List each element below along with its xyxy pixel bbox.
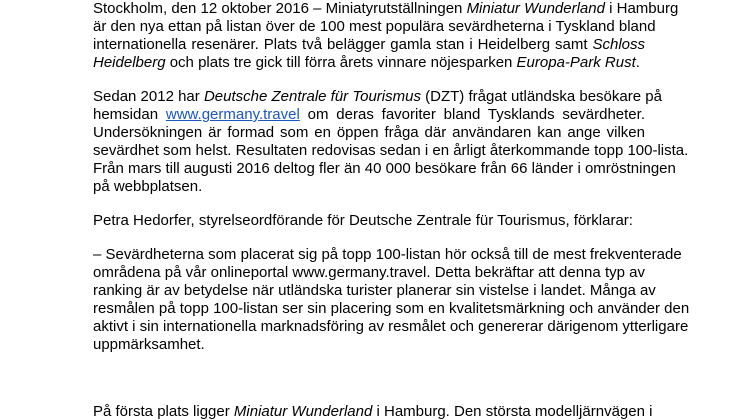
text-run: Stockholm, den 12 oktober 2016 – Miniatyrutställningen [93, 0, 467, 17]
p2-line-3: Undersökningen är formad som en öppen fråga där användaren kan ange vilken [93, 124, 645, 141]
p2-line-5: Från mars till augusti 2016 deltog fler än 40 000 besökare från 66 länder i omröstningen [93, 160, 676, 177]
p4-line-5: aktivt i sin internationella marknadsföring av resmålet och genererar därigenom ytterligare [93, 318, 689, 335]
p1-line-2: är den nya ettan på listan över de 100 mest populära sevärdheterna i Tyskland bland [93, 18, 656, 35]
p2-line-1 [93, 88, 662, 105]
text-run: . [635, 54, 640, 71]
p1-line-1 [93, 0, 679, 17]
text-run: internationella resenärer. Plats två belägger gamla stan i Heidelberg samt [93, 36, 593, 53]
p2-line-2 [93, 106, 645, 123]
p4-line-2: områdena på vår onlineportal www.germany.travel. Detta bekräftar att denna typ av [93, 264, 645, 281]
p4-line-1: – Sevärdheterna som placerat sig på topp 100-listan hör också till de mest frekventerade [93, 246, 682, 263]
italic-name: Europa-Park Rust [516, 54, 636, 71]
p4-line-4: resmålen på topp 100-listan ser sin placering som en kvalitetsmärkning och använder den [93, 300, 690, 317]
text-run: På första plats ligger [93, 403, 234, 420]
italic-name: Miniatur Wunderland [233, 403, 373, 420]
p1-line-4 [93, 54, 640, 71]
p4-line-3: ranking är av betydelse när utländska turister planerar sin vistelse i landet. Många av [93, 282, 656, 299]
text-run: och plats tre gick till förra årets vinnare nöjesparken [165, 54, 517, 71]
text-run: Sedan 2012 har [93, 88, 204, 105]
p2-line-4: sevärdhet som helst. Resultaten redovisas sedan i en årligt återkommande topp 100-lista. [93, 142, 689, 159]
p1-line-3 [93, 36, 645, 53]
text-run: i Hamburg [604, 0, 679, 17]
p4-line-6: uppmärksamhet. [93, 336, 205, 353]
text-run: om deras favoriter bland Tysklands sevärdheter. [299, 106, 645, 123]
text-run: (DZT) frågat utländska besökare på [420, 88, 662, 105]
p3-line-1: Petra Hedorfer, styrelseordförande för Deutsche Zentrale für Tourismus, förklarar: [93, 212, 633, 229]
italic-name: Miniatur Wunderland [466, 0, 605, 17]
germany-travel-link[interactable]: www.germany.travel [165, 106, 300, 123]
text-run: i Hamburg. Den största modelljärnvägen i [372, 403, 653, 420]
italic-name: Deutsche Zentrale für Tourismus [203, 88, 421, 105]
p2-line-6: på webbplatsen. [93, 178, 203, 195]
italic-name: Heidelberg [93, 54, 166, 71]
p5-line-1 [93, 403, 653, 420]
italic-name: Schloss [592, 36, 645, 53]
text-run: hemsidan [93, 106, 166, 123]
